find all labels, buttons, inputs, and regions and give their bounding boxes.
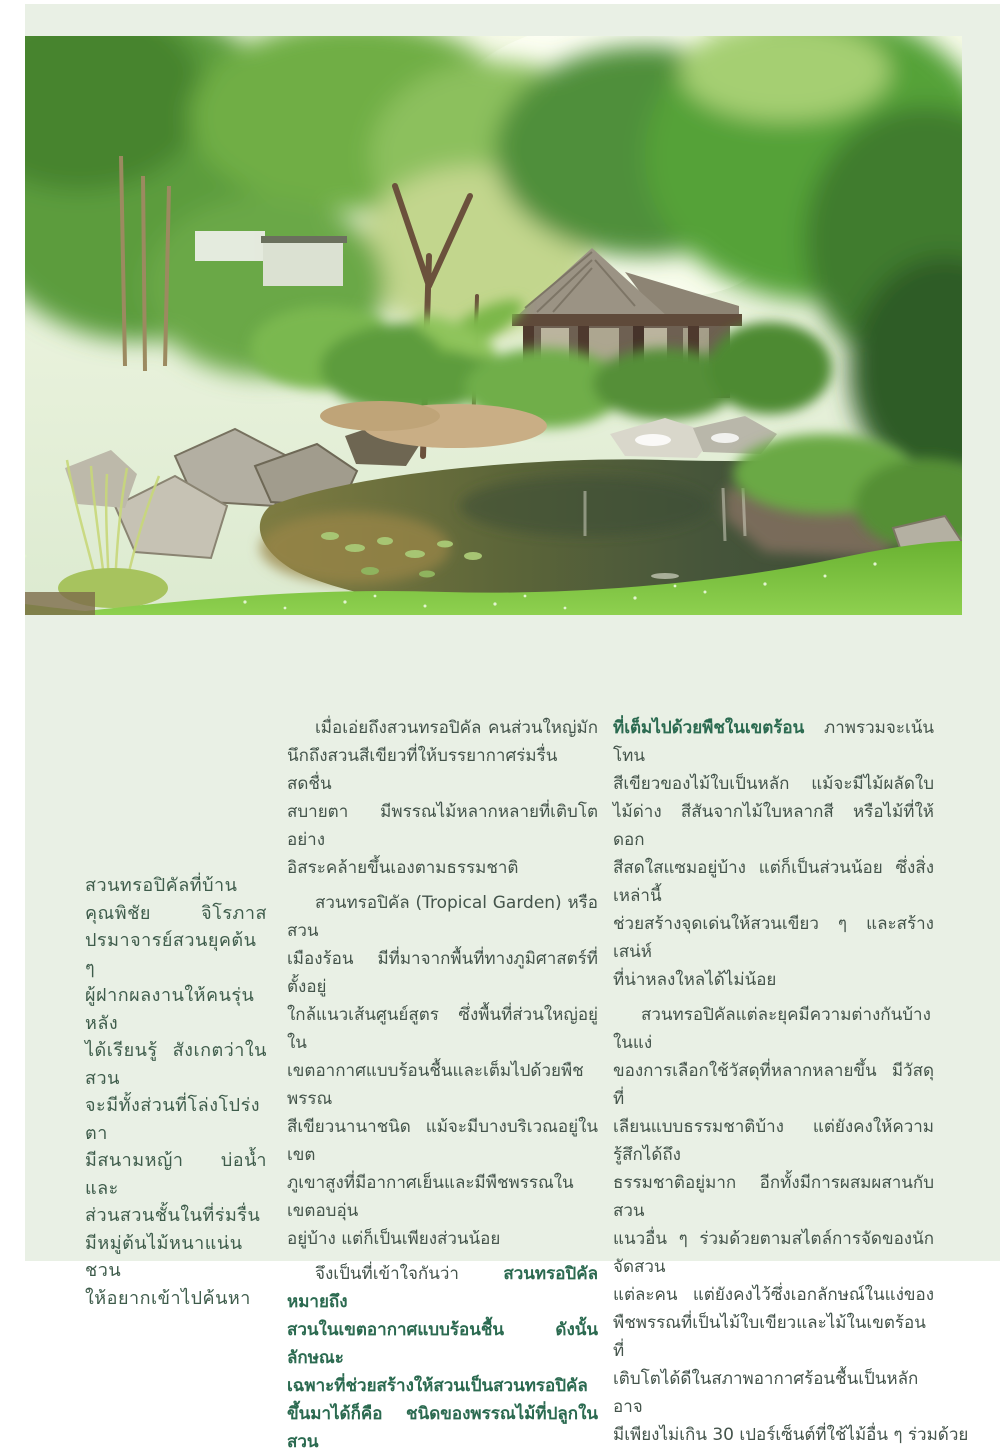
- text-run: สบายตา มีพรรณไม้หลากหลายที่เติบโตอย่าง: [287, 802, 598, 850]
- text-run: ไม้ด่าง สีสันจากไม้ใบหลากสี หรือไม้ที่ให้ดอก: [613, 802, 934, 850]
- text-run: เมืองร้อน มีที่มาจากพื้นที่ทางภูมิศาสตร์ที่ตั้งอยู่: [287, 949, 598, 997]
- text-line: [613, 798, 934, 854]
- paragraph: [287, 714, 598, 882]
- text-run: ให้อยากเข้าไปค้นหา: [85, 1287, 251, 1309]
- text-line: [287, 1169, 598, 1225]
- text-run: ใกล้แนวเส้นศูนย์สูตร ซึ่งพื้นที่ส่วนใหญ่อยู่ใน: [287, 1005, 598, 1053]
- text-line: [613, 1225, 934, 1281]
- text-run: สีเขียวของไม้ใบเป็นหลัก แม้จะมีไม้ผลัดใบ: [613, 774, 934, 794]
- photo-caption: [85, 872, 267, 1312]
- text-line: [613, 1169, 934, 1225]
- text-run: สวนทรอปิคัล (Tropical Garden) หรือสวน: [287, 893, 598, 941]
- text-line: [287, 798, 598, 854]
- bold-text-run: เฉพาะที่ช่วยสร้างให้สวนเป็นสวนทรอปิคัล: [287, 1376, 588, 1396]
- text-run: คุณพิชัย จิโรภาส: [85, 902, 267, 924]
- text-line: [287, 1057, 598, 1113]
- text-run: มีสนามหญ้า บ่อน้ำ และ: [85, 1150, 267, 1199]
- text-run: แนวอื่น ๆ ร่วมด้วยตามสไตล์การจัดของนักจัดสวน: [613, 1229, 934, 1277]
- text-line: [613, 714, 934, 770]
- text-run: สีเขียวนานาชนิด แม้จะมีบางบริเวณอยู่ในเขต: [287, 1117, 598, 1165]
- text-line: [287, 742, 598, 798]
- text-run: ของการเลือกใช้วัสดุที่หลากหลายขึ้น มีวัสดุที่: [613, 1061, 934, 1109]
- text-run: แต่ละคน แต่ยังคงไว้ซึ่งเอกลักษณ์ในแง่ของ: [613, 1285, 934, 1305]
- text-run: ปรมาจารย์สวนยุคต้น ๆ: [85, 930, 257, 979]
- text-run: สีสดใสแซมอยู่บ้าง แต่ก็เป็นส่วนน้อย ซึ่งสิ่งเหล่านี้: [613, 858, 934, 906]
- paragraph: [613, 1001, 969, 1449]
- text-line: [85, 1037, 267, 1092]
- text-line: [287, 1113, 598, 1169]
- text-run: ช่วยสร้างจุดเด่นให้สวนเขียว ๆ และสร้างเสน่ห์: [613, 914, 934, 962]
- text-run: เมื่อเอ่ยถึงสวนทรอปิคัล คนส่วนใหญ่มัก: [315, 718, 598, 738]
- text-line: [287, 714, 598, 742]
- text-run: มีเพียงไม่เกิน 30 เปอร์เซ็นต์ที่ใช้ไม้อื่น ๆ ร่วมด้วย: [613, 1425, 969, 1445]
- text-line: [613, 1001, 934, 1057]
- article-column-right: [613, 714, 969, 1449]
- text-run: พืชพรรณที่เป็นไม้ใบเขียวและไม้ในเขตร้อนที่: [613, 1313, 926, 1361]
- text-run: จะมีทั้งส่วนที่โล่งโปร่งตา: [85, 1095, 261, 1144]
- text-line: [85, 1147, 267, 1202]
- text-line: [287, 1316, 598, 1372]
- bold-text-run: ขึ้นมาได้ก็คือ ชนิดของพรรณไม้ที่ปลูกในสวน: [287, 1404, 598, 1452]
- text-run: ส่วนสวนชั้นในที่ร่มรื่น: [85, 1205, 261, 1226]
- text-run: เลียนแบบธรรมชาติบ้าง แต่ยังคงให้ความรู้สึกได้ถึง: [613, 1117, 934, 1165]
- text-line: [85, 927, 267, 982]
- text-run: อยู่บ้าง แต่ก็เป็นเพียงส่วนน้อย: [287, 1229, 501, 1249]
- text-line: [85, 1285, 267, 1313]
- text-run: เติบโตได้ดีในสภาพอากาศร้อนชื้นเป็นหลัก อาจ: [613, 1369, 919, 1417]
- text-line: [613, 1421, 969, 1449]
- text-line: [613, 910, 934, 966]
- text-line: [287, 1225, 598, 1253]
- text-line: [287, 1001, 598, 1057]
- text-run: ภูเขาสูงที่มีอากาศเย็นและมีพืชพรรณในเขตอบอุ่น: [287, 1173, 574, 1221]
- text-line: [613, 1365, 934, 1421]
- text-run: อิสระคล้ายขึ้นเองตามธรรมชาติ: [287, 858, 519, 878]
- text-line: [287, 889, 598, 945]
- text-line: [287, 1372, 598, 1400]
- text-line: [613, 1309, 934, 1365]
- text-run: ผู้ฝากผลงานให้คนรุ่นหลัง: [85, 985, 255, 1034]
- paragraph: [287, 889, 598, 1253]
- text-run: ธรรมชาติอยู่มาก อีกทั้งมีการผสมผสานกับสวน: [613, 1173, 934, 1221]
- bold-text-run: ที่เต็มไปด้วยพืชในเขตร้อน: [613, 718, 805, 738]
- text-run: ภาพรวมจะเน้นโทน: [613, 718, 934, 766]
- text-run: ได้เรียนรู้ สังเกตว่าในสวน: [85, 1040, 267, 1089]
- text-run: นึกถึงสวนสีเขียวที่ให้บรรยากาศร่มรื่น สดชื่น: [287, 746, 558, 794]
- bold-text-run: สวนทรอปิคัล หมายถึง: [287, 1264, 598, 1312]
- text-line: [613, 770, 934, 798]
- text-run: ที่น่าหลงใหลได้ไม่น้อย: [613, 970, 777, 990]
- bold-text-run: สวนในเขตอากาศแบบร้อนชื้น ดังนั้น ลักษณะ: [287, 1320, 598, 1368]
- text-line: [287, 854, 598, 882]
- text-line: [613, 1281, 934, 1309]
- article-column-middle: [287, 714, 598, 1456]
- garden-photo-illustration: [25, 36, 962, 615]
- text-line: [85, 900, 267, 928]
- text-line: [287, 1260, 598, 1316]
- text-line: [85, 872, 267, 900]
- text-line: [613, 966, 934, 994]
- text-line: [85, 982, 267, 1037]
- text-line: [287, 1400, 598, 1456]
- paragraph: [613, 714, 934, 994]
- text-run: เขตอากาศแบบร้อนชื้นและเต็มไปด้วยพืชพรรณ: [287, 1061, 584, 1109]
- paragraph: [287, 1260, 598, 1456]
- text-line: [613, 854, 934, 910]
- text-line: [85, 1092, 267, 1147]
- text-line: [613, 1113, 934, 1169]
- text-line: [85, 1202, 267, 1230]
- text-run: สวนทรอปิคัลที่บ้าน: [85, 875, 238, 896]
- text-line: [85, 1230, 267, 1285]
- text-run: มีหมู่ต้นไม้หนาแน่น ชวน: [85, 1232, 243, 1281]
- garden-photo: [25, 36, 962, 615]
- text-line: [287, 945, 598, 1001]
- text-run: สวนทรอปิคัลแต่ละยุคมีความต่างกันบ้างในแง่: [613, 1005, 931, 1053]
- text-run: จึงเป็นที่เข้าใจกันว่า: [315, 1264, 504, 1284]
- text-line: [613, 1057, 934, 1113]
